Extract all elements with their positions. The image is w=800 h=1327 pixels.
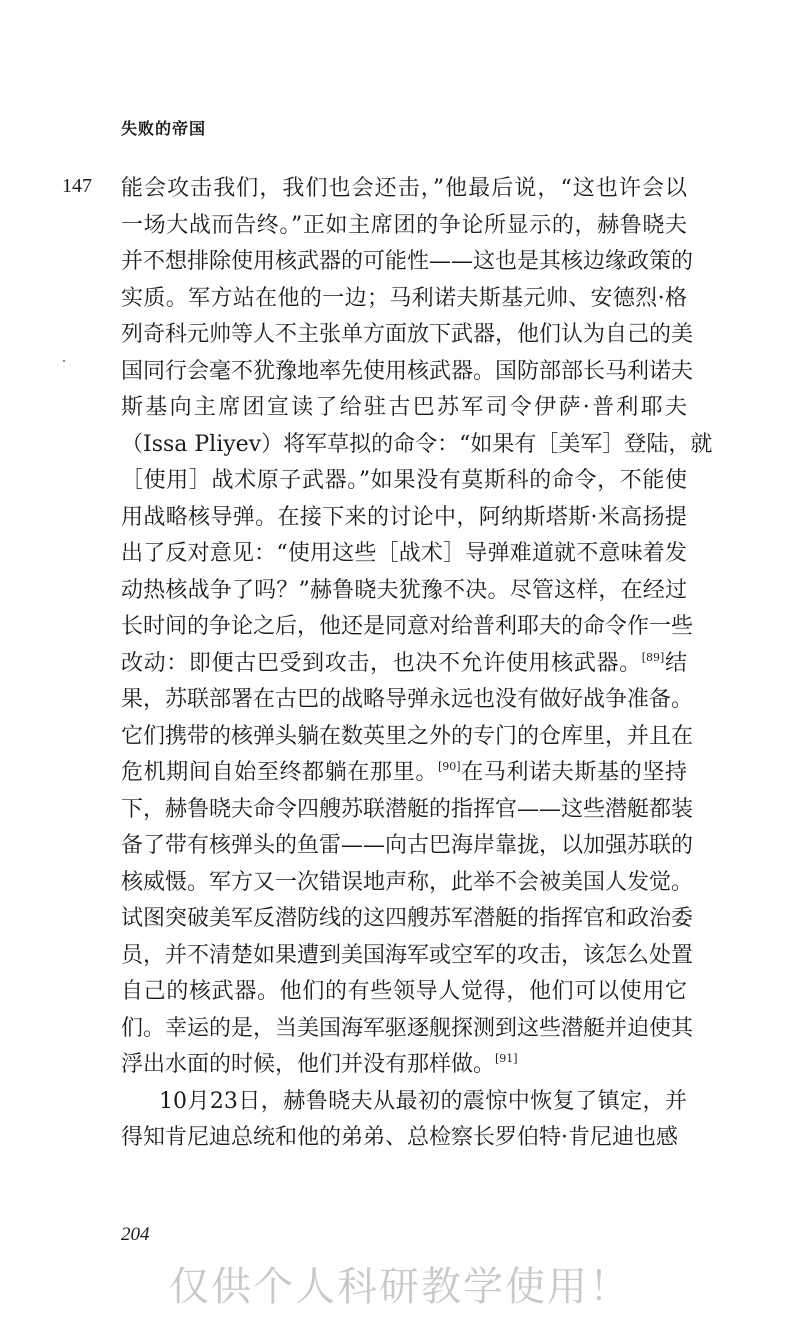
footnote-reference: [91]: [495, 1052, 518, 1065]
text-segment: 能会攻击我们，我们也会还击，”他最后说，“这也许会以: [121, 176, 687, 201]
text-segment: ［使用］战术原子武器。”如果没有莫斯科的命令，不能使: [121, 468, 687, 493]
text-segment: 核威慑。军方又一次错误地声称，此举不会被美国人发觉。: [121, 869, 694, 895]
text-segment: 长时间的争论之后，他还是同意对给普利耶夫的命令作一些: [121, 614, 694, 639]
text-segment: 列奇科元帅等人不主张单方面放下武器，他们认为自己的美: [121, 322, 694, 347]
text-segment: 并不想排除使用核武器的可能性——这也是其核边缘政策的: [121, 249, 694, 274]
text-segment: 自己的核武器。他们的有些领导人觉得，他们可以使用它: [121, 979, 687, 1004]
text-line: [121, 792, 694, 829]
text-line: [121, 536, 687, 573]
text-segment: 果，苏联部署在古巴的战略导弹永远也没有做好战争准备。: [121, 687, 694, 712]
paragraph: [121, 1084, 687, 1157]
text-segment: 在马利诺夫斯基的坚持: [460, 760, 687, 785]
text-segment: 得知肯尼迪总统和他的弟弟、总检察长罗伯特·肯尼迪也感: [121, 1125, 678, 1150]
text-segment: 斯基向主席团宣读了给驻古巴苏军司令伊萨·普利耶夫: [121, 395, 687, 420]
text-line: [121, 208, 687, 245]
text-line: [121, 171, 687, 208]
text-segment: 改动：即便古巴受到攻击，也决不允许使用核武器。: [121, 650, 642, 676]
text-segment: 一场大战而告终。”正如主席团的争论所显示的，赫鲁晓夫: [121, 212, 687, 238]
text-segment: 浮出水面的时候，他们并没有那样做。: [121, 1052, 496, 1077]
margin-page-number: 147: [62, 175, 92, 197]
text-segment: 下，赫鲁晓夫命令四艘苏联潜艇的指挥官——这些潜艇都装: [121, 796, 694, 822]
text-line: [121, 317, 694, 354]
text-segment: 动热核战争了吗？”赫鲁晓夫犹豫不决。尽管这样，在经过: [121, 577, 687, 603]
text-segment: 用战略核导弹。在接下来的讨论中，阿纳斯塔斯·米高扬提: [121, 504, 687, 530]
text-line: [121, 281, 687, 318]
text-segment: 实质。军方站在他的一边；马利诺夫斯基元帅、安德烈·格: [121, 285, 687, 311]
text-line: [121, 609, 694, 646]
paragraph: [121, 171, 713, 1084]
text-segment: 危机期间自始至终都躺在那里。: [121, 760, 438, 785]
scan-speck: [63, 360, 65, 362]
body-text: [121, 171, 713, 1157]
text-segment: 员，并不清楚如果遭到美国海军或空军的攻击，该怎么处置: [121, 942, 694, 968]
text-line: [121, 500, 687, 537]
text-segment: 备了带有核弹头的鱼雷——向古巴海岸靠拢，以加强苏联的: [121, 833, 694, 858]
text-line: [121, 463, 687, 500]
text-line: [121, 828, 694, 865]
text-line: [121, 1084, 687, 1121]
text-segment: 试图突破美军反潜防线的这四艘苏军潜艇的指挥官和政治委: [121, 906, 694, 931]
text-line: [121, 646, 687, 683]
text-segment: 出了反对意见：“使用这些［战术］导弹难道就不意味着发: [121, 541, 687, 566]
text-line: [121, 719, 694, 756]
text-line: [121, 427, 713, 464]
text-line: [121, 1011, 694, 1048]
text-line: [121, 1120, 687, 1157]
text-segment: 们。幸运的是，当美国海军驱逐舰探测到这些潜艇并迫使其: [121, 1015, 694, 1041]
text-segment: 10月23日，赫鲁晓夫从最初的震惊中恢复了镇定，并: [159, 1088, 687, 1114]
text-segment: 国同行会毫不犹豫地率先使用核武器。国防部部长马利诺夫: [121, 358, 694, 384]
text-line: [121, 865, 694, 902]
text-segment: 它们携带的核弹头躺在数英里之外的专门的仓库里，并且在: [121, 723, 694, 749]
text-line: [121, 974, 687, 1011]
text-line: [121, 755, 687, 792]
footnote-reference: [89]: [641, 650, 665, 664]
footnote-reference: [90]: [437, 760, 461, 773]
text-line: [121, 244, 694, 281]
page-folio: 204: [121, 1224, 150, 1245]
text-line: [121, 901, 694, 938]
text-line: [121, 390, 687, 427]
watermark: 仅供个人科研教学使用！: [169, 1264, 631, 1310]
text-line: [121, 682, 694, 719]
running-header: 失败的帝国: [121, 119, 207, 138]
text-line: [121, 938, 694, 975]
text-line: [121, 354, 694, 391]
text-line: [121, 573, 687, 610]
text-segment: 结: [664, 650, 687, 676]
text-segment: （Issa Pliyev）将军草拟的命令：“如果有［美军］登陆，就: [121, 431, 713, 457]
text-line: [121, 1047, 687, 1084]
